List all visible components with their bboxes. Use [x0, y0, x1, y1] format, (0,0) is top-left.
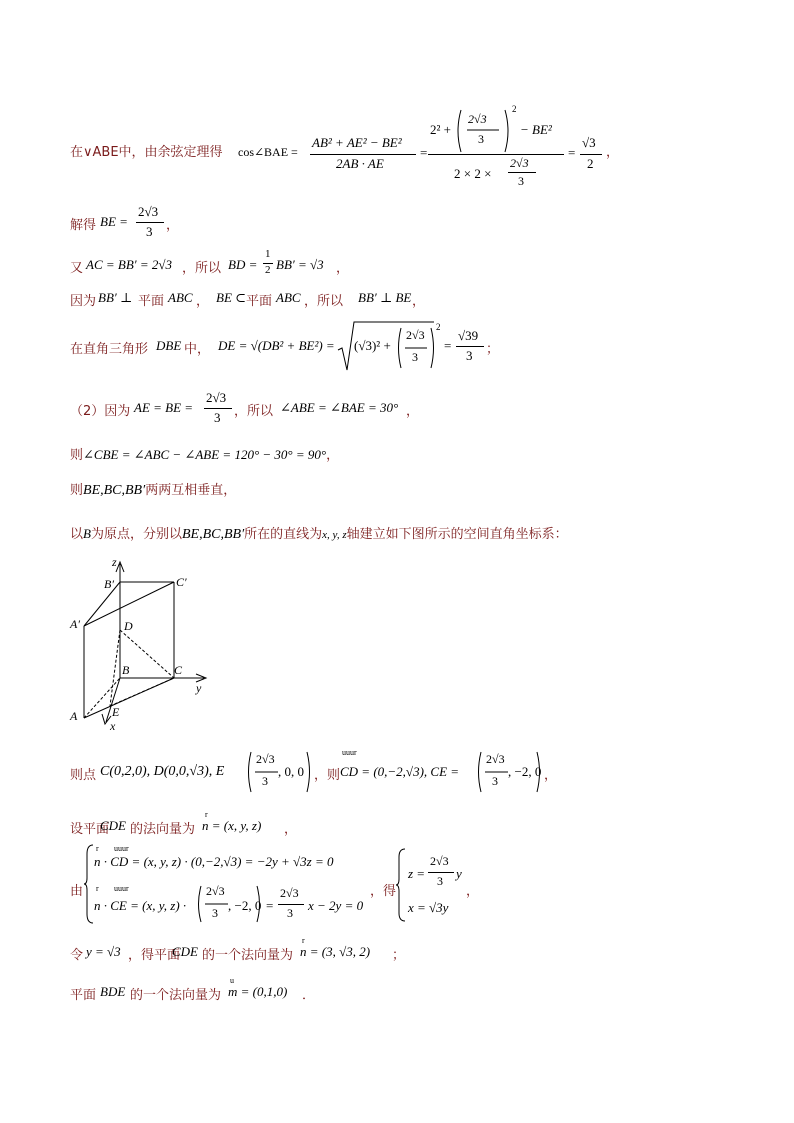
label-d: D	[124, 619, 133, 633]
math-expr: DE = √(DB² + BE²) =	[218, 338, 335, 353]
equals-sign: =	[266, 898, 274, 913]
text-segment: 为原点，分别以	[90, 527, 182, 542]
inner-den: 3	[478, 132, 484, 146]
label-c: C	[174, 663, 183, 677]
inner-num: 2√3	[406, 328, 425, 342]
math-expr: BE,BC,BB′	[83, 483, 146, 498]
math-expr: DBE	[156, 338, 182, 353]
math-expr: BE =	[100, 214, 128, 229]
line-normal-bde	[70, 978, 390, 1004]
math-expr: BE,BC,BB′	[181, 527, 245, 542]
math-expr: BD =	[228, 257, 258, 272]
punct: ；	[392, 948, 406, 963]
text-segment: 以	[70, 527, 84, 542]
label-a-prime: A′	[70, 617, 80, 631]
math-expr: ABC	[168, 290, 193, 305]
fraction-denominator: 3	[214, 410, 221, 425]
fraction-denominator: 3	[287, 906, 293, 920]
inner-num: 2√3	[206, 884, 225, 898]
text-segment: ，所以	[182, 261, 222, 276]
fraction-bar	[508, 172, 536, 173]
left-brace	[84, 844, 94, 924]
fraction-numerator: 2√3	[206, 390, 227, 405]
tuple-tail: , 0, 0	[278, 764, 304, 779]
punct: ，	[406, 404, 420, 419]
fraction-numerator: 2² +	[430, 122, 451, 137]
fraction-bar	[428, 872, 454, 873]
inner-den: 3	[492, 774, 498, 788]
math-expr: n = (x, y, z)	[202, 818, 262, 833]
text-segment: 平面	[246, 294, 273, 309]
math-expr: AC = BB′ = 2√3	[86, 257, 173, 272]
vector-mark: r	[96, 844, 99, 853]
line-normal-cde	[70, 938, 450, 964]
system-row-2a: n · CE = (x, y, z) ·	[94, 898, 187, 913]
inner-den: 3	[412, 350, 418, 364]
line-normal-vector-def	[70, 812, 330, 838]
label-e: E	[112, 705, 120, 719]
text-segment: ，得平面	[128, 948, 181, 963]
fraction-numerator: √39	[458, 328, 479, 343]
solution-row-2: x = √3y	[408, 900, 449, 915]
text-segment: ，则	[314, 768, 341, 783]
line-coordinate-system	[70, 525, 568, 544]
fraction-numerator-tail: − BE²	[520, 122, 552, 137]
text-segment: 因为	[70, 294, 97, 309]
superscript: 2	[436, 322, 441, 332]
fraction-numerator: 1	[265, 248, 271, 260]
text-segment: 的一个法向量为	[130, 988, 222, 1003]
inner-num: 2√3	[486, 752, 505, 766]
math-expr: ∠CBE = ∠ABC − ∠ABE = 120° − 30° = 90°	[83, 447, 327, 462]
text-segment: 令	[70, 948, 84, 963]
line-cosine-law	[70, 104, 620, 194]
superscript: 2	[512, 104, 517, 114]
line-part-2	[70, 390, 450, 430]
line-points-vectors	[70, 746, 570, 796]
text-segment: 在直角三角形	[70, 342, 149, 357]
line-solve-be	[70, 204, 270, 244]
fraction-numerator: 2√3	[280, 886, 299, 900]
math-expr: ∠ABE = ∠BAE = 30°	[280, 400, 399, 415]
math-expr: CDE	[100, 818, 126, 833]
inner-den: 3	[518, 174, 524, 188]
fraction-denominator: 2AB · AE	[336, 156, 384, 171]
math-expr: x, y, z	[322, 529, 347, 541]
inner-den: 3	[262, 774, 268, 788]
fraction-bar	[580, 154, 602, 155]
math-expr: m = (0,1,0)	[228, 984, 288, 999]
punct: ，	[466, 884, 480, 899]
fraction-bar	[204, 408, 232, 409]
vector-mark: r	[96, 884, 99, 893]
label-x: x	[110, 719, 116, 733]
fraction-bar	[428, 154, 564, 155]
vector-mark: u	[230, 976, 234, 985]
fraction-denominator: 3	[466, 348, 473, 363]
text-segment: 又	[70, 261, 84, 276]
math-expr: BB′ ⊥ BE	[358, 290, 412, 305]
line-mutually-perp	[70, 482, 236, 500]
solution-var: y	[456, 866, 462, 881]
punct: ，	[166, 218, 180, 233]
fraction-denominator: 3	[146, 224, 153, 239]
system-row-2c: x − 2y = 0	[308, 898, 364, 913]
fraction-numerator: AB² + AE² − BE²	[312, 135, 402, 150]
punct: ，	[544, 768, 558, 783]
fraction-bar	[136, 222, 164, 223]
edge-a1-b1	[84, 582, 120, 626]
math-expr: BB′ ⊥	[98, 290, 133, 305]
text-segment: （2）因为	[70, 404, 131, 419]
text-segment: 中，	[184, 342, 211, 357]
punct: ，	[606, 145, 620, 160]
math-expr: CDE	[172, 944, 198, 959]
label-b: B	[122, 663, 130, 677]
tuple-tail: , −2, 0	[508, 764, 542, 779]
text-segment: ，所以	[234, 404, 274, 419]
fraction-bar	[278, 904, 304, 905]
fraction-denominator: 2	[265, 264, 271, 276]
left-brace	[396, 848, 406, 922]
equals-sign: =	[568, 145, 576, 160]
vector-mark: uuur	[114, 844, 129, 853]
punct: ，	[326, 448, 340, 463]
fraction-denominator: 3	[437, 874, 443, 888]
math-expr: C(0,2,0), D(0,0,√3), E	[100, 764, 225, 779]
math-expr: cos∠BAE =	[238, 145, 298, 159]
line-ac-bb	[70, 250, 390, 280]
label-z: z	[112, 556, 117, 569]
line-angle-cbe	[70, 446, 339, 465]
vector-mark: uuur	[114, 884, 129, 893]
text-segment: ，得	[370, 884, 397, 899]
punct: ，	[336, 261, 350, 276]
inner-num: 2√3	[510, 156, 529, 170]
solution-row-1: z =	[408, 866, 426, 881]
equals-sign: =	[420, 145, 428, 160]
punct: ，	[284, 822, 298, 837]
inner-den: 3	[212, 906, 218, 920]
tuple-tail: , −2, 0	[228, 898, 262, 913]
line-right-triangle	[70, 320, 510, 372]
text-segment: 的法向量为	[130, 822, 196, 837]
math-expr: y = √3	[86, 944, 121, 959]
fraction-denominator: 2	[587, 156, 594, 171]
system-row-1: n · CD = (x, y, z) · (0,−2,√3) = −2y + √3z = 0	[94, 854, 334, 869]
punct: ，	[196, 294, 210, 309]
text-segment: 则	[70, 448, 84, 463]
text-segment: 在∨ABE中，由余弦定理得	[70, 145, 223, 160]
root-inner: (√3)² +	[354, 338, 391, 353]
fraction-denominator: 2 × 2 ×	[454, 166, 492, 181]
text-segment: 平面	[138, 294, 165, 309]
line-perpendicular	[70, 290, 470, 310]
text-segment: 两两互相垂直，	[145, 483, 237, 498]
vector-mark: r	[302, 936, 305, 945]
vector-mark: r	[205, 810, 208, 819]
inner-num: 2√3	[468, 112, 487, 126]
equals-sign: =	[444, 338, 452, 353]
punct: ，	[412, 294, 426, 309]
fraction-numerator: 2√3	[138, 204, 159, 219]
text-segment: 则	[70, 483, 84, 498]
line-system	[70, 842, 490, 926]
math-expr: ABC	[276, 290, 301, 305]
text-segment: 轴建立如下图所示的空间直角坐标系：	[346, 527, 568, 542]
inner-num: 2√3	[256, 752, 275, 766]
text-segment: ，所以	[304, 294, 344, 309]
math-expr: AE = BE =	[134, 400, 194, 415]
math-expr: BE ⊂	[216, 290, 247, 305]
math-expr: CD = (0,−2,√3), CE =	[340, 764, 460, 779]
math-expr: BDE	[100, 984, 126, 999]
text-segment: 平面	[70, 988, 97, 1003]
text-segment: 则点	[70, 768, 97, 783]
text-segment: 所在的直线为	[244, 527, 323, 542]
math-expr: n = (3, √3, 2)	[300, 944, 371, 959]
fraction-numerator: √3	[582, 135, 596, 150]
fraction-bar	[456, 346, 484, 347]
text-segment: 由	[70, 884, 84, 899]
punct: ．	[302, 988, 316, 1003]
vector-mark: uuur	[342, 748, 357, 757]
text-segment: 设平面	[70, 822, 110, 837]
fraction-numerator: 2√3	[430, 854, 449, 868]
label-y: y	[196, 681, 202, 695]
label-b-prime: B′	[104, 577, 114, 591]
fraction-bar	[310, 154, 416, 155]
text-segment: 解得	[70, 218, 97, 233]
text-segment: 的一个法向量为	[202, 948, 294, 963]
label-c-prime: C′	[176, 575, 187, 589]
math-expr: BB′ = √3	[276, 257, 324, 272]
label-a: A	[70, 709, 78, 723]
math-expr: B	[83, 526, 91, 541]
prism-coordinate-figure	[66, 556, 216, 736]
punct: ；	[486, 342, 500, 357]
